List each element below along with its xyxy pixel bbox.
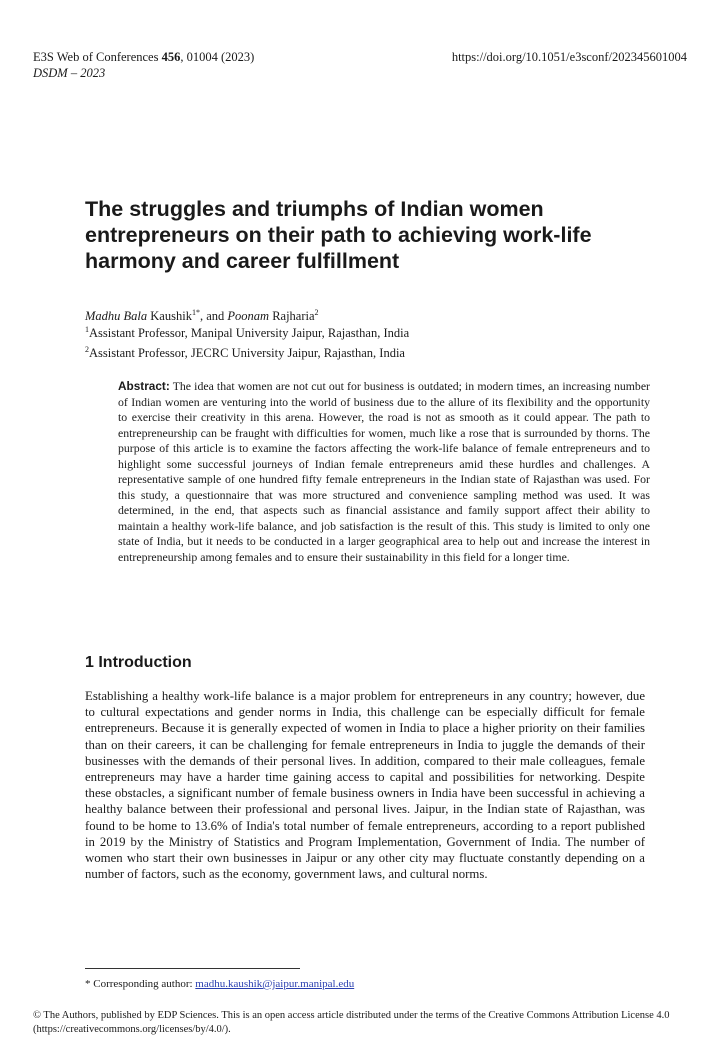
journal-citation [33,49,254,65]
journal-volume: 456 [161,50,181,64]
footnote [85,977,354,991]
author-2-affiliation-mark: 2 [314,308,319,317]
doi-link[interactable]: https://doi.org/10.1051/e3sconf/202345601004 [451,50,687,64]
affiliation-1-mark: 1 [85,325,89,334]
footnote-divider [85,968,300,969]
author-1-family-name: Kaushik [147,309,192,324]
author-1-given-name: Madhu Bala [85,309,148,324]
author-separator: , and [199,309,228,324]
affiliation-1-text: Assistant Professor, Manipal University Jaipur, Rajasthan, India [89,326,410,341]
author-1-affiliation-mark: 1* [191,308,200,317]
section-heading: 1 Introduction [85,654,192,671]
journal-info [33,49,254,81]
corresponding-email-link[interactable]: madhu.kaushik@jaipur.manipal.edu [195,978,355,990]
footnote-label: * Corresponding author: [85,978,196,990]
abstract-text: The idea that women are not cut out for business is outdated; in modern times, an increasing number of Indian women are venturing into the world of business due to the allure of its flexibility and the opportunity to exercise their creativity in this arena. However, the road is not as smooth as it could appear. The path to entrepreneurship can be fraught with difficulties for women, much like a rose that is surrounded by thorns. The purpose of this article is to examine the factors affecting the work-life balance of female entrepreneurs and to highlight some successful journeys of Indian female entrepreneurs amid these hurdles and challenges. A representative sample of one hundred fifty female entrepreneurs in the Indian state of Rajasthan was used. For this study, a questionnaire that was more structured and convenience sampling method was used. It was determined, in the end, that aspects such as financial assistance and family support affect their ability to maintain a healthy work-life balance, and job satisfaction is the result of this. This study is limited to only one state of India, but it needs to be conducted in a larger geographical area to help out and increase the interest in entrepreneurship among females and to ensure their sustainability in this field for a longer time. [118,379,650,564]
author-2-given-name: Poonam [227,309,270,324]
paper-title: The struggles and triumphs of Indian women entrepreneurs on their path to achieving work-life harmony and career fulfillment [85,197,592,273]
journal-name: E3S Web of Conferences [33,50,162,64]
introduction-paragraph: Establishing a healthy work-life balance is a major problem for entrepreneurs in any country; however, due to cultural expectations and gender norms in India, this challenge can be especially difficult for female entrepreneurs. Because it is generally expected of women in India to place a higher priority on their families than on their careers, it can be challenging for female entrepreneurs in India to juggle the demands of their businesses with the demands of their personal lives. In addition, compared to their male colleagues, female entrepreneurs may have a harder time gaining access to capital and possibilities for networking. Despite these obstacles, a significant number of female business owners in India have been successful in achieving a healthy balance between their professional and personal lives. Jaipur, in the Indian state of Rajasthan, was found to be home to 13.6% of India's total number of female entrepreneurs, according to a report published in 2019 by the Ministry of Statistics and Program Implementation, Government of India. The number of women who start their own businesses in Jaipur or any other city may fluctuate constantly depending on a number of factors, such as the economy, government laws, and cultural norms. [85,689,645,882]
abstract-label: Abstract: [118,379,170,393]
affiliation-2-text: Assistant Professor, JECRC University Jaipur, Rajasthan, India [89,346,405,361]
abstract [118,379,650,565]
affiliation-2-mark: 2 [85,345,89,354]
conference-name: DSDM – 2023 [33,66,106,80]
author-2-family-name: Rajharia [269,309,315,324]
affiliation-1 [85,322,409,341]
journal-issue-year: , 01004 (2023) [180,50,255,64]
license-notice: © The Authors, published by EDP Sciences. This is an open access article distributed under the terms of the Creative Commons Attribution License 4.0 (https://creativecommons.org/licenses/by/4.0/). [33,1010,670,1035]
affiliation-2 [85,342,405,361]
